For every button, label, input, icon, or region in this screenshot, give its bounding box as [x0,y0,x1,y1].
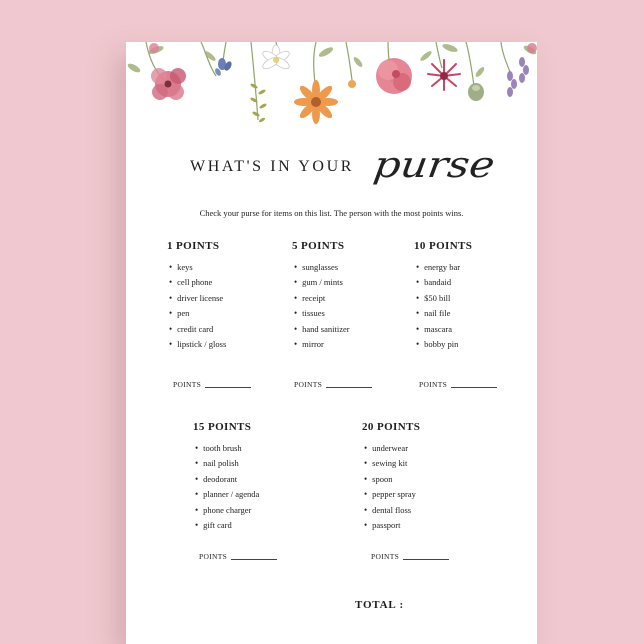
section-heading: 15 POINTS [193,421,252,433]
list-item: • credit card [169,322,226,337]
list-item: • $50 bill [416,291,472,306]
points-blank [199,552,277,561]
points-line [326,387,372,388]
section-5-points [292,240,350,352]
section-20-points [362,421,420,533]
list-item: • tissues [294,306,350,321]
points-blank [371,552,449,561]
points-line [231,559,277,560]
section-10-points [414,240,472,352]
list-item: • receipt [294,291,350,306]
list-item: • keys [169,260,226,275]
title [126,143,537,198]
points-label: POINTS [199,552,228,561]
list-item: • pepper spray [364,487,420,502]
points-label: POINTS [371,552,400,561]
points-line [205,387,251,388]
points-label: POINTS [294,380,323,389]
section-1-points [167,240,226,352]
points-blank [294,380,372,389]
title-script-text: purse [371,143,498,186]
instructions-text: Check your purse for items on this list. The person with the most points wins. [199,208,464,218]
list-item: • underwear [364,441,420,456]
list-item: • bandaid [416,275,472,290]
points-label: POINTS [173,380,202,389]
floral-border-decoration [126,42,537,134]
list-item: • pen [169,306,226,321]
points-label: POINTS [419,380,448,389]
points-blank [173,380,251,389]
list-item: • gift card [195,518,259,533]
list-item: • tooth brush [195,441,259,456]
title-main-text: WHAT'S IN YOUR [190,158,355,175]
list-item: • passport [364,518,420,533]
list-item: • phone charger [195,503,259,518]
list-item: • nail polish [195,456,259,471]
section-15-points [193,421,259,533]
list-item: • hand sanitizer [294,322,350,337]
section-heading: 20 POINTS [362,421,421,433]
list-item: • nail file [416,306,472,321]
points-line [403,559,449,560]
list-item: • planner / agenda [195,487,259,502]
list-item: • mascara [416,322,472,337]
list-item: • energy bar [416,260,472,275]
list-item: • deodorant [195,472,259,487]
list-item: • mirror [294,337,350,352]
list-item: • cell phone [169,275,226,290]
list-item: • gum / mints [294,275,350,290]
section-heading: 5 POINTS [292,240,345,252]
section-heading: 1 POINTS [167,240,220,252]
points-blank [419,380,497,389]
list-item: • lipstick / gloss [169,337,226,352]
list-item: • sunglasses [294,260,350,275]
list-item: • dental floss [364,503,420,518]
section-heading: 10 POINTS [414,240,473,252]
game-sheet [126,42,537,644]
list-item: • spoon [364,472,420,487]
list-item: • driver license [169,291,226,306]
total-label: TOTAL : [355,599,404,611]
list-item: • bobby pin [416,337,472,352]
list-item: • sewing kit [364,456,420,471]
points-line [451,387,497,388]
